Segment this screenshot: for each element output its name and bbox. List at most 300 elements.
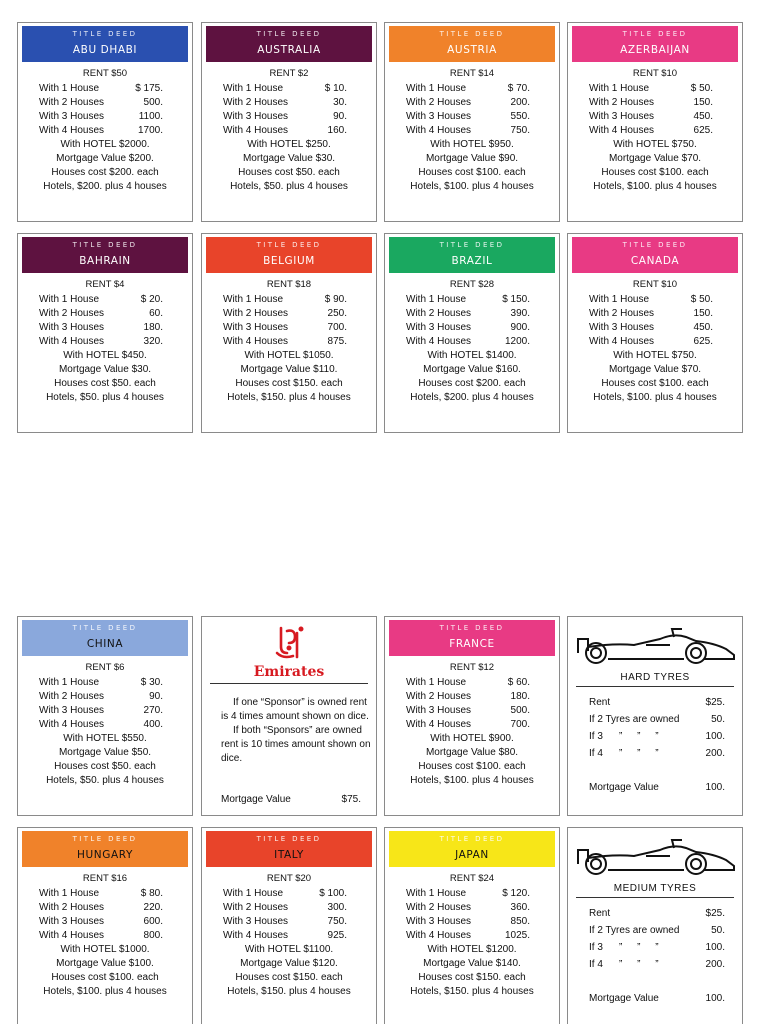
house-cost: Houses cost $100. each: [418, 761, 526, 772]
property-card-abu-dhabi: [17, 22, 193, 222]
row-value: 180.: [510, 691, 530, 702]
rent-row: [39, 718, 163, 732]
property-name: ITALY: [274, 849, 304, 861]
row-label: With 4 Houses: [406, 930, 472, 941]
row-label: With 2 Houses: [223, 308, 289, 319]
hotel-rent: With HOTEL $450.: [63, 350, 147, 361]
rent-row: [223, 110, 347, 124]
row-label: With 3 Houses: [39, 705, 105, 716]
rent: RENT $10: [632, 279, 678, 290]
row-label: With 4 Houses: [406, 125, 472, 136]
row-label: With 1 House: [39, 83, 100, 94]
rent-table: [223, 887, 347, 943]
row-value: 270.: [143, 705, 163, 716]
row-value: $25.: [705, 908, 725, 919]
rent-row: [406, 82, 530, 96]
deed-label: TITLE DEED: [439, 835, 505, 843]
card-footer: [385, 349, 559, 405]
row-value: $ 50.: [690, 83, 713, 94]
row-label: If 4: [589, 748, 603, 759]
row-label: With 4 Houses: [223, 125, 289, 136]
ditto-marks: ” ” ”: [619, 731, 665, 742]
property-card-italy: [201, 827, 377, 1024]
rent: RENT $10: [632, 68, 678, 79]
rent-row: [223, 321, 347, 335]
rent: RENT $2: [269, 68, 309, 79]
hotel-cost: Hotels, $100. plus 4 houses: [593, 392, 717, 403]
property-card-bahrain: [17, 233, 193, 433]
house-cost: Houses cost $50. each: [54, 378, 156, 389]
hotel-rent: With HOTEL $750.: [613, 139, 697, 150]
rent-table: [223, 293, 347, 349]
rent: RENT $16: [82, 873, 128, 884]
deed-label: TITLE DEED: [256, 30, 322, 38]
rent-row: [39, 110, 163, 124]
row-value: 550.: [510, 111, 530, 122]
rent-row: [39, 82, 163, 96]
rent-row: [589, 321, 713, 335]
mortgage-value: Mortgage Value $110.: [240, 364, 338, 375]
mortgage-value: Mortgage Value $100.: [56, 958, 154, 969]
row-value: 30.: [333, 97, 347, 108]
row-value: 50.: [711, 925, 725, 936]
tyre-row: [589, 694, 725, 711]
row-label: With 4 Houses: [589, 336, 655, 347]
row-value: $ 20.: [140, 294, 163, 305]
rent-row: [406, 335, 530, 349]
card-footer: [202, 138, 376, 194]
property-card-japan: [384, 827, 560, 1024]
rent: RENT $14: [449, 68, 495, 79]
row-value: 360.: [510, 902, 530, 913]
property-card-canada: [567, 233, 743, 433]
property-name: BRAZIL: [451, 255, 493, 267]
mortgage-value: Mortgage Value $200.: [56, 153, 154, 164]
row-label: If 3: [589, 942, 603, 953]
row-value: 100.: [705, 731, 725, 742]
deed-label: TITLE DEED: [256, 835, 322, 843]
row-value: 60.: [149, 308, 163, 319]
rent-row: [406, 676, 530, 690]
row-value: $ 30.: [140, 677, 163, 688]
hotel-rent: With HOTEL $950.: [430, 139, 514, 150]
rent-table: [39, 293, 163, 349]
mortgage-value: Mortgage Value $90.: [425, 153, 519, 164]
house-cost: Houses cost $100. each: [601, 167, 709, 178]
rent-table: [223, 82, 347, 138]
row-label: With 1 House: [406, 294, 467, 305]
row-label: With 1 House: [223, 294, 284, 305]
row-label: With 4 Houses: [39, 125, 105, 136]
sponsor-rule-one: If one “Sponsor” is owned rent is 4 times amount shown on dice.: [221, 697, 369, 722]
mortgage-value: Mortgage Value $140.: [423, 958, 521, 969]
divider: [576, 686, 734, 687]
row-value: 150.: [693, 97, 713, 108]
row-value: 500.: [143, 97, 163, 108]
row-label: With 3 Houses: [406, 705, 472, 716]
rent-row: [406, 110, 530, 124]
rent-row: [223, 307, 347, 321]
row-value: 625.: [693, 125, 713, 136]
mortgage-label: Mortgage Value: [221, 794, 291, 805]
row-value: 700.: [510, 719, 530, 730]
deed-label: TITLE DEED: [439, 241, 505, 249]
tyre-title: HARD TYRES: [620, 672, 690, 683]
house-cost: Houses cost $100. each: [418, 167, 526, 178]
row-label: With 2 Houses: [39, 691, 105, 702]
mortgage-value: Mortgage Value $70.: [608, 364, 702, 375]
hotel-cost: Hotels, $150. plus 4 houses: [410, 986, 534, 997]
row-value: $ 60.: [507, 677, 530, 688]
property-card-australia: [201, 22, 377, 222]
tyre-title: MEDIUM TYRES: [613, 883, 697, 894]
row-value: 100.: [705, 942, 725, 953]
house-cost: Houses cost $150. each: [418, 972, 526, 983]
tyre-row: [589, 779, 725, 796]
row-label: With 2 Houses: [223, 902, 289, 913]
property-name: JAPAN: [455, 849, 489, 861]
rent-row: [589, 124, 713, 138]
row-label: Rent: [589, 908, 611, 919]
property-name: AUSTRIA: [447, 44, 497, 56]
row-label: With 3 Houses: [589, 111, 655, 122]
row-label: With 4 Houses: [223, 336, 289, 347]
row-label: If 2 Tyres are owned: [589, 925, 680, 936]
property-card-hungary: [17, 827, 193, 1024]
divider: [210, 683, 368, 684]
card-footer: [18, 138, 192, 194]
rent-row: [223, 124, 347, 138]
rent-row: [406, 704, 530, 718]
rent-row: [39, 335, 163, 349]
row-label: With 1 House: [223, 83, 284, 94]
row-label: With 1 House: [39, 677, 100, 688]
property-name: AUSTRALIA: [257, 44, 321, 56]
house-cost: Houses cost $50. each: [238, 167, 340, 178]
row-label: With 1 House: [39, 888, 100, 899]
deed-header: [389, 831, 555, 867]
row-value: 200.: [510, 97, 530, 108]
row-value: $ 80.: [140, 888, 163, 899]
rent-row: [39, 96, 163, 110]
rent-row: [406, 690, 530, 704]
row-value: 160.: [327, 125, 347, 136]
row-label: With 3 Houses: [223, 916, 289, 927]
deed-header: [389, 26, 555, 62]
tyre-rent-table: [589, 694, 725, 762]
tyre-rent-table: [589, 905, 725, 973]
row-value: 600.: [143, 916, 163, 927]
row-value: $ 50.: [690, 294, 713, 305]
tyre-card-hard: [567, 616, 743, 816]
property-name: FRANCE: [449, 638, 495, 650]
row-value: 250.: [327, 308, 347, 319]
hotel-cost: Hotels, $200. plus 4 houses: [410, 392, 534, 403]
deed-header: [206, 831, 372, 867]
property-name: ABU DHABI: [72, 44, 138, 56]
row-value: 320.: [143, 336, 163, 347]
rent-row: [406, 887, 530, 901]
row-value: 1025.: [504, 930, 530, 941]
row-label: With 2 Houses: [406, 97, 472, 108]
row-label: With 1 House: [406, 83, 467, 94]
card-footer: [385, 943, 559, 999]
house-cost: Houses cost $100. each: [601, 378, 709, 389]
hotel-rent: With HOTEL $550.: [63, 733, 147, 744]
rent-row: [223, 901, 347, 915]
tyre-row: [589, 939, 725, 956]
card-footer: [385, 732, 559, 788]
row-value: $25.: [705, 697, 725, 708]
row-value: 90.: [149, 691, 163, 702]
rent-row: [39, 915, 163, 929]
hotel-cost: Hotels, $200. plus 4 houses: [43, 181, 167, 192]
row-label: With 3 Houses: [406, 111, 472, 122]
deed-label: TITLE DEED: [439, 624, 505, 632]
rent: RENT $18: [266, 279, 312, 290]
deed-label: TITLE DEED: [72, 624, 138, 632]
divider: [576, 897, 734, 898]
deed-header: [206, 26, 372, 62]
rent-row: [39, 929, 163, 943]
sponsor-rules: [221, 696, 371, 766]
mortgage-value: $75.: [341, 794, 361, 805]
mortgage-value: Mortgage Value $120.: [240, 958, 338, 969]
rent: RENT $12: [449, 662, 495, 673]
row-label: With 1 House: [589, 294, 650, 305]
mortgage-value: Mortgage Value $30.: [58, 364, 152, 375]
rent-row: [589, 335, 713, 349]
rent: RENT $20: [266, 873, 312, 884]
card-footer: [202, 349, 376, 405]
row-value: 900.: [510, 322, 530, 333]
mortgage-value: Mortgage Value $70.: [608, 153, 702, 164]
rent-row: [39, 704, 163, 718]
card-footer: [18, 943, 192, 999]
row-value: 50.: [711, 714, 725, 725]
tyre-mortgage: [589, 990, 725, 1007]
mortgage-value: Mortgage Value $50.: [58, 747, 152, 758]
rent-row: [223, 915, 347, 929]
deed-label: TITLE DEED: [72, 835, 138, 843]
row-value: 625.: [693, 336, 713, 347]
rent-row: [589, 82, 713, 96]
house-cost: Houses cost $150. each: [235, 378, 343, 389]
hotel-rent: With HOTEL $900.: [430, 733, 514, 744]
sponsor-rule-both: If both “Sponsors” are owned rent is 10 times amount shown on dice.: [221, 725, 371, 764]
rent-row: [223, 293, 347, 307]
mortgage-value: Mortgage Value $80.: [425, 747, 519, 758]
row-value: 750.: [510, 125, 530, 136]
rent-row: [223, 335, 347, 349]
deed-header: [572, 237, 738, 273]
sponsor-name: Emirates: [253, 664, 325, 680]
card-footer: [385, 138, 559, 194]
rent-table: [589, 82, 713, 138]
rent-table: [589, 293, 713, 349]
row-value: 925.: [327, 930, 347, 941]
deed-label: TITLE DEED: [72, 241, 138, 249]
row-label: With 1 House: [406, 888, 467, 899]
rent-row: [589, 96, 713, 110]
rent-table: [39, 82, 163, 138]
row-label: With 2 Houses: [39, 902, 105, 913]
row-value: 220.: [143, 902, 163, 913]
rent-row: [589, 293, 713, 307]
rent-row: [589, 307, 713, 321]
row-label: If 3: [589, 731, 603, 742]
row-label: With 3 Houses: [589, 322, 655, 333]
house-cost: Houses cost $50. each: [54, 761, 156, 772]
deed-header: [572, 26, 738, 62]
tyre-row: [589, 728, 725, 745]
deed-header: [389, 237, 555, 273]
hotel-cost: Hotels, $50. plus 4 houses: [46, 775, 164, 786]
tyre-row: [589, 745, 725, 762]
property-name: CHINA: [86, 638, 124, 650]
row-label: With 2 Houses: [589, 308, 655, 319]
deed-header: [22, 831, 188, 867]
row-label: With 3 Houses: [406, 916, 472, 927]
ditto-marks: ” ” ”: [619, 748, 665, 759]
rent-row: [223, 96, 347, 110]
tyre-mortgage: [589, 779, 725, 796]
card-footer: [18, 349, 192, 405]
deed-header: [206, 237, 372, 273]
property-name: BELGIUM: [263, 255, 315, 267]
row-label: With 2 Houses: [39, 308, 105, 319]
race-car-icon: [574, 834, 738, 883]
property-name: BAHRAIN: [79, 255, 131, 267]
rent-table: [406, 293, 530, 349]
rent-table: [39, 676, 163, 732]
deed-label: TITLE DEED: [439, 30, 505, 38]
rent-row: [39, 901, 163, 915]
row-label: With 1 House: [39, 294, 100, 305]
hotel-cost: Hotels, $50. plus 4 houses: [46, 392, 164, 403]
tyre-row: [589, 711, 725, 728]
rent-row: [406, 307, 530, 321]
hotel-cost: Hotels, $150. plus 4 houses: [227, 392, 351, 403]
property-card-china: [17, 616, 193, 816]
tyre-row: [589, 922, 725, 939]
rent-row: [223, 929, 347, 943]
property-name: HUNGARY: [77, 849, 133, 861]
rent-row: [406, 96, 530, 110]
row-label: With 4 Houses: [589, 125, 655, 136]
emirates-logo-icon: [202, 623, 376, 668]
rent-table: [406, 82, 530, 138]
rent-row: [39, 887, 163, 901]
rent-row: [406, 718, 530, 732]
row-value: 90.: [333, 111, 347, 122]
row-label: With 2 Houses: [406, 691, 472, 702]
rent-row: [406, 321, 530, 335]
rent-row: [223, 82, 347, 96]
rent-row: [406, 124, 530, 138]
mortgage-label: Mortgage Value: [589, 993, 659, 1004]
rent-table: [406, 676, 530, 732]
row-value: $ 120.: [502, 888, 530, 899]
row-value: 200.: [705, 748, 725, 759]
hotel-rent: With HOTEL $250.: [247, 139, 331, 150]
row-value: 1200.: [504, 336, 530, 347]
row-label: With 4 Houses: [406, 719, 472, 730]
rent-row: [589, 110, 713, 124]
row-label: With 2 Houses: [406, 308, 472, 319]
row-value: 500.: [510, 705, 530, 716]
house-cost: Houses cost $200. each: [51, 167, 159, 178]
rent: RENT $24: [449, 873, 495, 884]
race-car-icon: [574, 623, 738, 672]
rent-row: [406, 293, 530, 307]
row-value: 450.: [693, 111, 713, 122]
property-name: AZERBAIJAN: [620, 44, 690, 56]
mortgage-value: 100.: [705, 782, 725, 793]
rent: RENT $6: [85, 662, 125, 673]
row-label: With 1 House: [589, 83, 650, 94]
row-label: With 4 Houses: [39, 930, 105, 941]
rent-row: [39, 293, 163, 307]
rent-row: [406, 901, 530, 915]
hotel-cost: Hotels, $100. plus 4 houses: [410, 181, 534, 192]
row-label: With 4 Houses: [223, 930, 289, 941]
row-label: With 3 Houses: [39, 916, 105, 927]
deed-header: [22, 26, 188, 62]
hotel-cost: Hotels, $150. plus 4 houses: [227, 986, 351, 997]
row-label: With 3 Houses: [406, 322, 472, 333]
row-label: With 2 Houses: [406, 902, 472, 913]
row-value: 450.: [693, 322, 713, 333]
row-value: 390.: [510, 308, 530, 319]
hotel-rent: With HOTEL $1200.: [427, 944, 517, 955]
row-value: $ 175.: [135, 83, 163, 94]
mortgage-value: Mortgage Value $160.: [423, 364, 521, 375]
rent: RENT $50: [82, 68, 128, 79]
rent: RENT $28: [449, 279, 495, 290]
mortgage-label: Mortgage Value: [589, 782, 659, 793]
rent-row: [39, 676, 163, 690]
row-value: 200.: [705, 959, 725, 970]
property-card-brazil: [384, 233, 560, 433]
rent-row: [406, 915, 530, 929]
tyre-row: [589, 990, 725, 1007]
row-label: With 1 House: [223, 888, 284, 899]
rent-row: [39, 307, 163, 321]
hotel-rent: With HOTEL $1400.: [427, 350, 517, 361]
property-card-france: [384, 616, 560, 816]
row-value: $ 150.: [502, 294, 530, 305]
property-name: CANADA: [630, 255, 680, 267]
mortgage-value: Mortgage Value $30.: [242, 153, 336, 164]
row-label: Rent: [589, 697, 611, 708]
mortgage-value: 100.: [705, 993, 725, 1004]
row-value: 750.: [327, 916, 347, 927]
rent: RENT $4: [85, 279, 125, 290]
hotel-rent: With HOTEL $2000.: [60, 139, 150, 150]
card-footer: [202, 943, 376, 999]
sponsor-card-emirates: [201, 616, 377, 816]
row-label: If 4: [589, 959, 603, 970]
deed-label: TITLE DEED: [622, 241, 688, 249]
rent-row: [223, 887, 347, 901]
rent-row: [39, 321, 163, 335]
row-label: With 4 Houses: [39, 719, 105, 730]
row-value: $ 90.: [324, 294, 347, 305]
deed-label: TITLE DEED: [72, 30, 138, 38]
row-value: 150.: [693, 308, 713, 319]
row-label: With 1 House: [406, 677, 467, 688]
